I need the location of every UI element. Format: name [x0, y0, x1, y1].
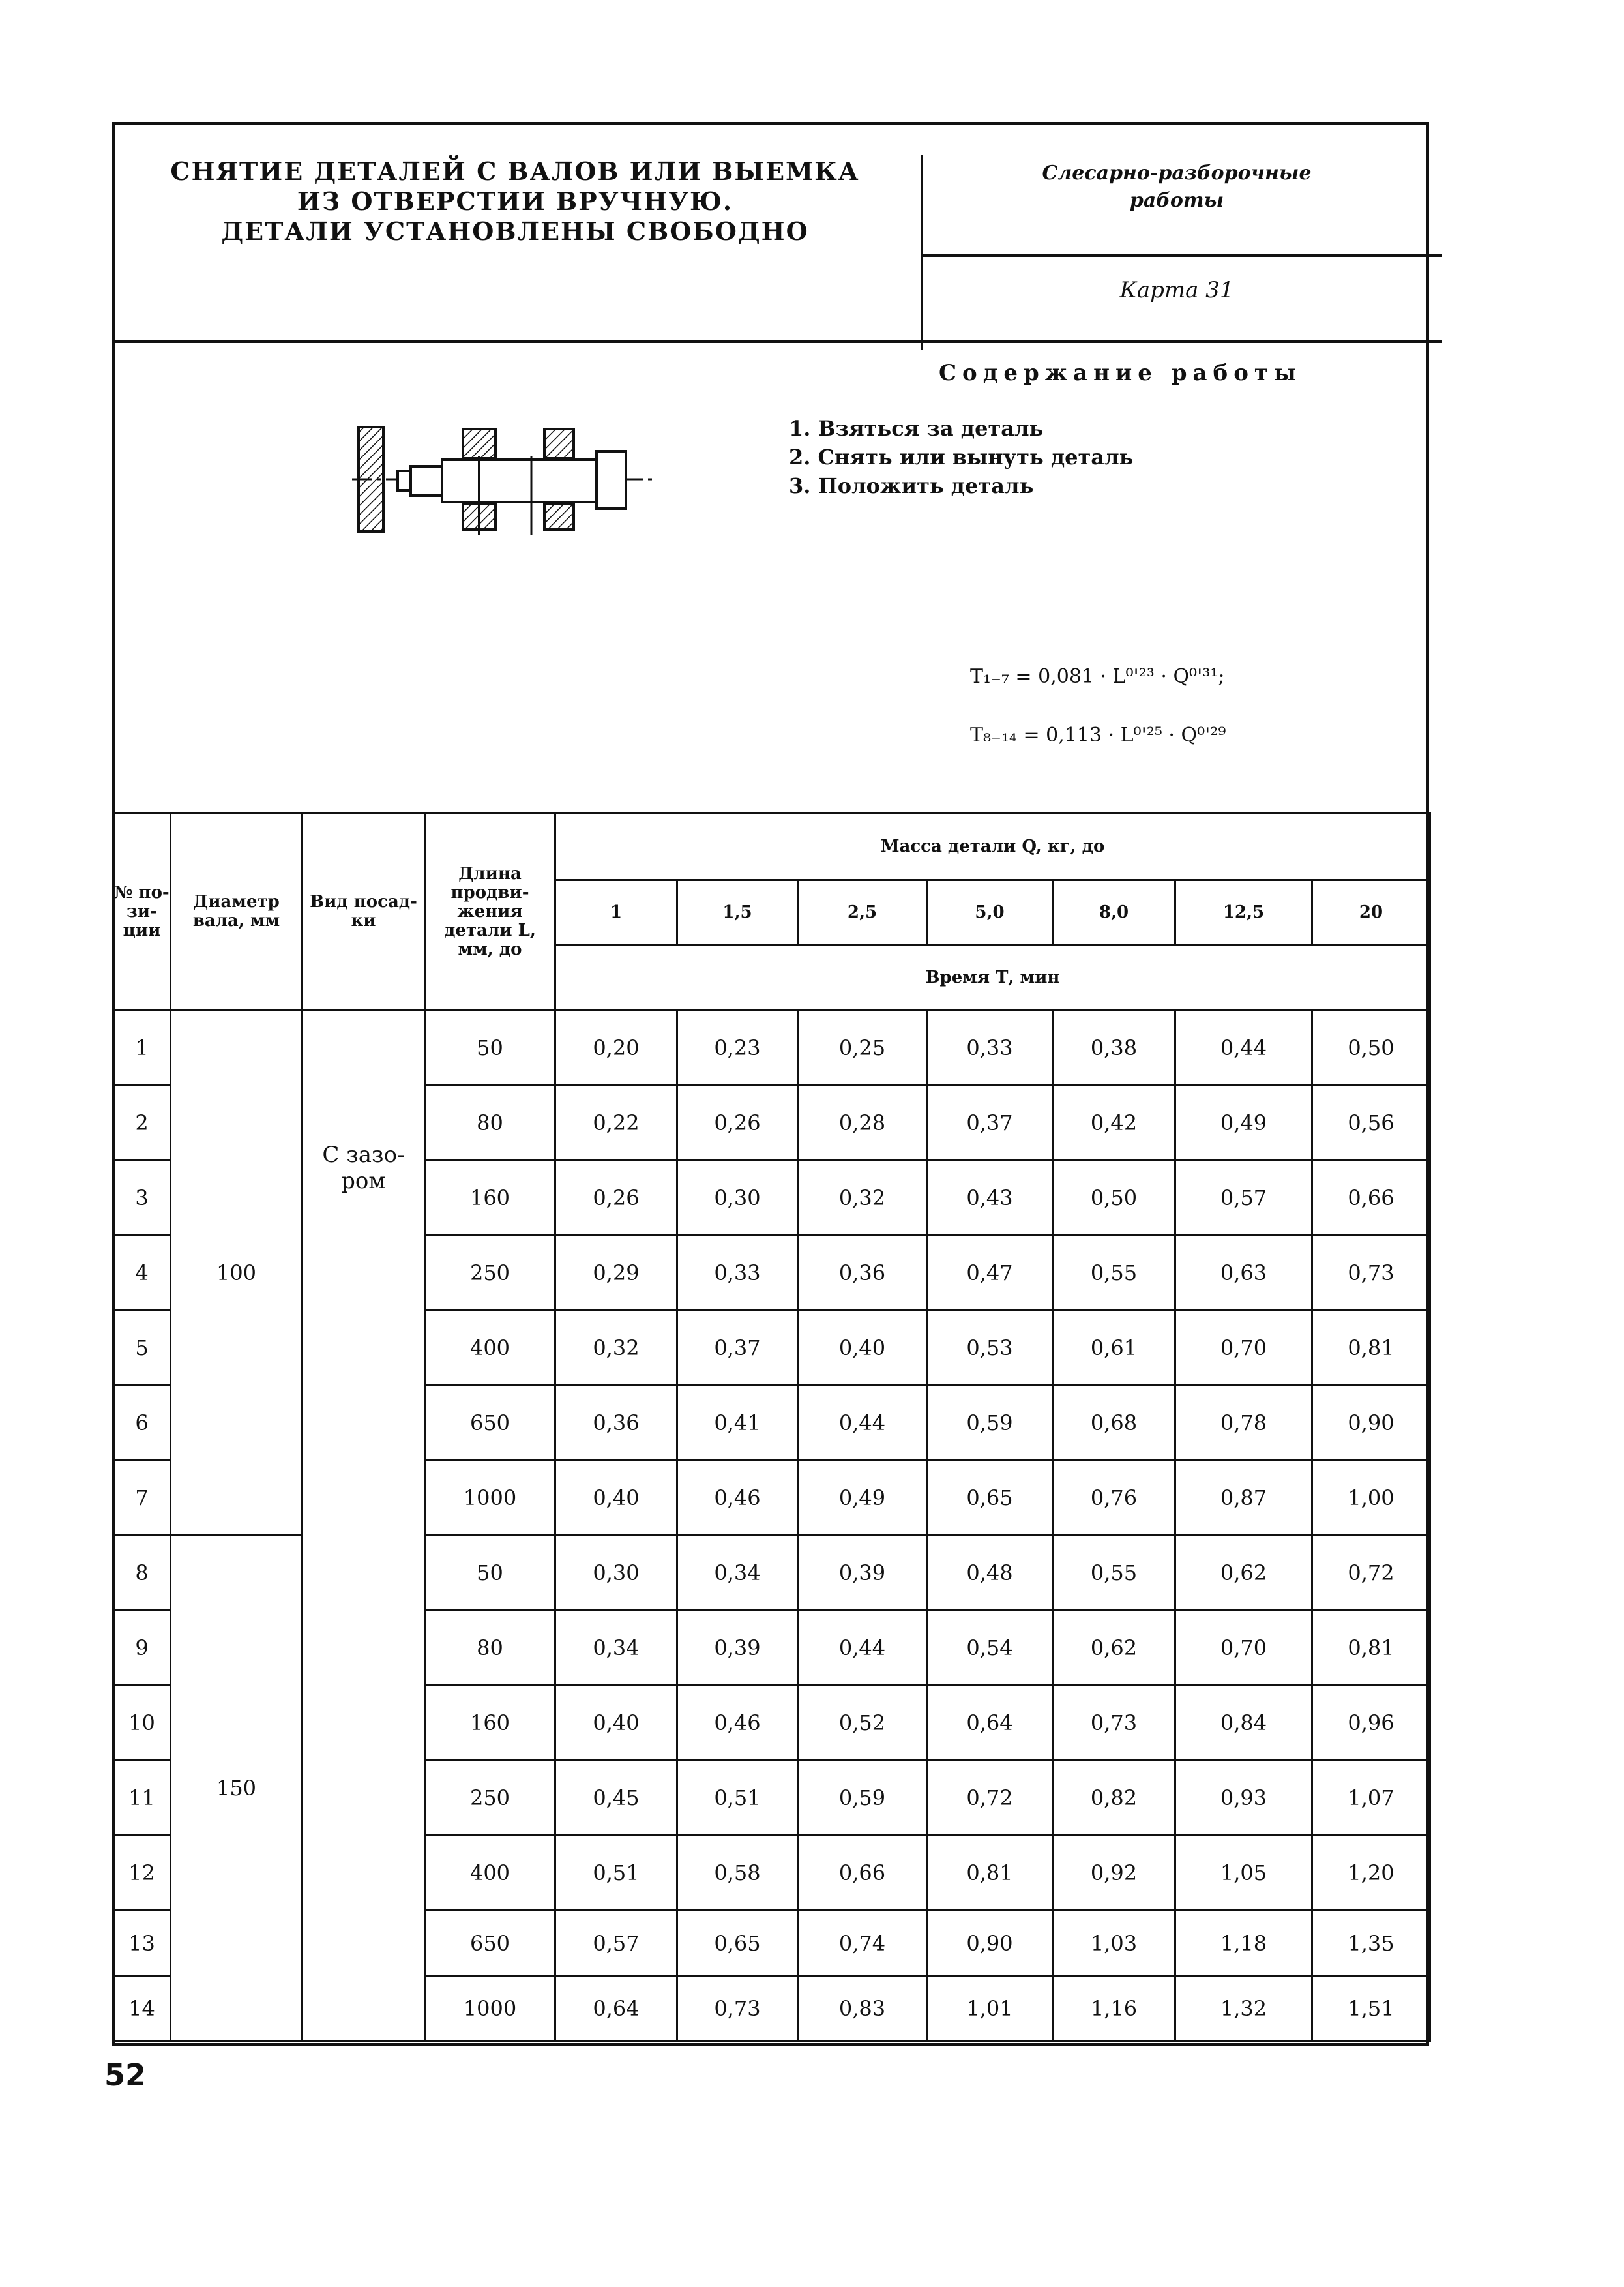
time-cell: 0,47: [927, 1236, 1053, 1311]
length-cell: 1000: [425, 1461, 555, 1536]
time-cell: 0,48: [927, 1536, 1053, 1611]
time-cell: 0,42: [1053, 1086, 1175, 1161]
time-cell: 0,93: [1175, 1761, 1312, 1836]
time-cell: 0,45: [555, 1761, 677, 1836]
col-header-length: Длина продви-жения детали L, мм, до: [425, 813, 555, 1011]
time-cell: 0,63: [1175, 1236, 1312, 1311]
col-header-time: Время Т, мин: [555, 946, 1430, 1011]
mass-value: 20: [1312, 880, 1430, 946]
position-cell: 4: [113, 1236, 171, 1311]
length-cell: 160: [425, 1161, 555, 1236]
time-cell: 0,32: [555, 1311, 677, 1386]
time-cell: 0,36: [555, 1386, 677, 1461]
position-cell: 12: [113, 1836, 171, 1911]
time-cell: 0,46: [677, 1461, 798, 1536]
header-divider: [112, 340, 1442, 343]
time-cell: 0,39: [798, 1536, 927, 1611]
time-cell: 0,33: [677, 1236, 798, 1311]
time-cell: 0,81: [927, 1836, 1053, 1911]
time-cell: 0,64: [555, 1976, 677, 2041]
length-cell: 160: [425, 1686, 555, 1761]
time-cell: 0,90: [1312, 1386, 1430, 1461]
time-cell: 0,44: [798, 1386, 927, 1461]
position-cell: 14: [113, 1976, 171, 2041]
time-cell: 0,23: [677, 1011, 798, 1086]
time-cell: 0,25: [798, 1011, 927, 1086]
time-cell: 1,32: [1175, 1976, 1312, 2041]
formula-1: T₁₋₇ = 0,081 · L⁰'²³ · Q⁰'³¹;: [970, 665, 1225, 688]
time-cell: 0,51: [677, 1761, 798, 1836]
time-cell: 0,58: [677, 1836, 798, 1911]
time-cell: 0,82: [1053, 1761, 1175, 1836]
length-cell: 400: [425, 1836, 555, 1911]
position-cell: 6: [113, 1386, 171, 1461]
time-cell: 0,20: [555, 1011, 677, 1086]
time-cell: 0,78: [1175, 1386, 1312, 1461]
time-cell: 0,40: [798, 1311, 927, 1386]
time-cell: 0,92: [1053, 1836, 1175, 1911]
time-cell: 0,73: [1312, 1236, 1430, 1311]
position-cell: 3: [113, 1161, 171, 1236]
time-cell: 1,01: [927, 1976, 1053, 2041]
time-cell: 0,53: [927, 1311, 1053, 1386]
time-cell: 1,35: [1312, 1911, 1430, 1976]
position-cell: 2: [113, 1086, 171, 1161]
step-item: 3. Положить деталь: [789, 473, 1034, 498]
mass-value: 1,5: [677, 880, 798, 946]
time-cell: 0,33: [927, 1011, 1053, 1086]
time-cell: 0,54: [927, 1611, 1053, 1686]
work-type-line: Слесарно-разборочные: [1042, 162, 1312, 185]
title-line: ДЕТАЛИ УСТАНОВЛЕНЫ СВОБОДНО: [221, 217, 809, 246]
time-cell: 0,59: [798, 1761, 927, 1836]
time-norm-table: [112, 812, 1431, 2042]
time-cell: 0,62: [1053, 1611, 1175, 1686]
position-cell: 1: [113, 1011, 171, 1086]
length-cell: 50: [425, 1536, 555, 1611]
time-cell: 0,46: [677, 1686, 798, 1761]
time-cell: 0,44: [1175, 1011, 1312, 1086]
card-number: Карта 31: [1119, 277, 1234, 303]
time-cell: 0,22: [555, 1086, 677, 1161]
length-cell: 80: [425, 1086, 555, 1161]
step-item: 2. Снять или вынуть деталь: [789, 445, 1134, 470]
position-cell: 11: [113, 1761, 171, 1836]
time-cell: 1,16: [1053, 1976, 1175, 2041]
length-cell: 250: [425, 1236, 555, 1311]
time-cell: 0,52: [798, 1686, 927, 1761]
col-header-mass: Масса детали Q, кг, до: [555, 813, 1430, 880]
mass-value: 12,5: [1175, 880, 1312, 946]
time-cell: 0,49: [798, 1461, 927, 1536]
table-row: [113, 1011, 1430, 1086]
time-cell: 0,90: [927, 1911, 1053, 1976]
time-cell: 1,05: [1175, 1836, 1312, 1911]
time-cell: 0,49: [1175, 1086, 1312, 1161]
time-cell: 0,81: [1312, 1311, 1430, 1386]
time-cell: 0,44: [798, 1611, 927, 1686]
title-line: ИЗ ОТВЕРСТИИ ВРУЧНУЮ.: [297, 187, 733, 216]
time-cell: 0,32: [798, 1161, 927, 1236]
time-cell: 0,37: [927, 1086, 1053, 1161]
time-cell: 0,61: [1053, 1311, 1175, 1386]
time-cell: 1,51: [1312, 1976, 1430, 2041]
time-cell: 0,50: [1053, 1161, 1175, 1236]
position-cell: 9: [113, 1611, 171, 1686]
time-cell: 0,43: [927, 1161, 1053, 1236]
time-cell: 0,73: [1053, 1686, 1175, 1761]
time-cell: 0,59: [927, 1386, 1053, 1461]
time-cell: 1,18: [1175, 1911, 1312, 1976]
position-cell: 8: [113, 1536, 171, 1611]
position-cell: 13: [113, 1911, 171, 1976]
work-steps: [789, 414, 1133, 500]
time-cell: 0,72: [927, 1761, 1053, 1836]
mass-value: 2,5: [798, 880, 927, 946]
fit-cell: С зазо-ром: [303, 1011, 425, 2041]
col-header-fit: Вид посад-ки: [303, 813, 425, 1011]
time-cell: 1,03: [1053, 1911, 1175, 1976]
time-cell: 1,00: [1312, 1461, 1430, 1536]
work-type-line: работы: [1129, 189, 1224, 212]
time-cell: 0,57: [555, 1911, 677, 1976]
time-cell: 0,26: [677, 1086, 798, 1161]
position-cell: 7: [113, 1461, 171, 1536]
step-item: 1. Взяться за деталь: [789, 416, 1044, 441]
length-cell: 50: [425, 1011, 555, 1086]
length-cell: 80: [425, 1611, 555, 1686]
time-cell: 0,40: [555, 1686, 677, 1761]
time-cell: 0,65: [677, 1911, 798, 1976]
header-divider: [921, 254, 1442, 257]
time-cell: 0,72: [1312, 1536, 1430, 1611]
time-cell: 0,87: [1175, 1461, 1312, 1536]
time-cell: 0,81: [1312, 1611, 1430, 1686]
time-cell: 0,26: [555, 1161, 677, 1236]
title-line: СНЯТИЕ ДЕТАЛЕЙ С ВАЛОВ ИЛИ ВЫЕМКА: [170, 157, 860, 186]
time-cell: 0,84: [1175, 1686, 1312, 1761]
time-cell: 0,36: [798, 1236, 927, 1311]
mass-value: 1: [555, 880, 677, 946]
position-cell: 5: [113, 1311, 171, 1386]
time-cell: 0,34: [677, 1536, 798, 1611]
content-title: Содержание работы: [939, 360, 1303, 386]
page-number: 52: [104, 2057, 147, 2093]
time-cell: 0,66: [1312, 1161, 1430, 1236]
work-type: [923, 160, 1431, 215]
position-cell: 10: [113, 1686, 171, 1761]
col-header-diameter: Диаметр вала, мм: [171, 813, 303, 1011]
length-cell: 650: [425, 1386, 555, 1461]
time-cell: 0,70: [1175, 1611, 1312, 1686]
time-cell: 0,65: [927, 1461, 1053, 1536]
diameter-cell: 150: [171, 1536, 303, 2041]
time-cell: 0,68: [1053, 1386, 1175, 1461]
time-cell: 0,39: [677, 1611, 798, 1686]
time-cell: 0,76: [1053, 1461, 1175, 1536]
length-cell: 400: [425, 1311, 555, 1386]
mass-value: 5,0: [927, 880, 1053, 946]
length-cell: 1000: [425, 1976, 555, 2041]
page-title: [114, 157, 916, 247]
time-cell: 0,74: [798, 1911, 927, 1976]
time-cell: 0,37: [677, 1311, 798, 1386]
length-cell: 650: [425, 1911, 555, 1976]
time-cell: 0,51: [555, 1836, 677, 1911]
time-cell: 0,30: [555, 1536, 677, 1611]
length-cell: 250: [425, 1761, 555, 1836]
time-cell: 0,56: [1312, 1086, 1430, 1161]
time-cell: 0,70: [1175, 1311, 1312, 1386]
time-cell: 0,83: [798, 1976, 927, 2041]
time-cell: 0,55: [1053, 1236, 1175, 1311]
time-cell: 0,62: [1175, 1536, 1312, 1611]
formula-2: T₈₋₁₄ = 0,113 · L⁰'²⁵ · Q⁰'²⁹: [970, 724, 1226, 747]
time-cell: 1,07: [1312, 1761, 1430, 1836]
time-cell: 1,20: [1312, 1836, 1430, 1911]
col-header-position: № по-зи-ции: [113, 813, 171, 1011]
time-cell: 0,64: [927, 1686, 1053, 1761]
time-cell: 0,29: [555, 1236, 677, 1311]
time-cell: 0,38: [1053, 1011, 1175, 1086]
shaft-drawing: [346, 417, 658, 548]
time-cell: 0,34: [555, 1611, 677, 1686]
time-cell: 0,40: [555, 1461, 677, 1536]
time-cell: 0,66: [798, 1836, 927, 1911]
time-cell: 0,28: [798, 1086, 927, 1161]
time-cell: 0,41: [677, 1386, 798, 1461]
time-cell: 0,96: [1312, 1686, 1430, 1761]
time-cell: 0,50: [1312, 1011, 1430, 1086]
mass-value: 8,0: [1053, 880, 1175, 946]
time-cell: 0,57: [1175, 1161, 1312, 1236]
diameter-cell: 100: [171, 1011, 303, 1536]
time-cell: 0,73: [677, 1976, 798, 2041]
time-cell: 0,30: [677, 1161, 798, 1236]
time-cell: 0,55: [1053, 1536, 1175, 1611]
